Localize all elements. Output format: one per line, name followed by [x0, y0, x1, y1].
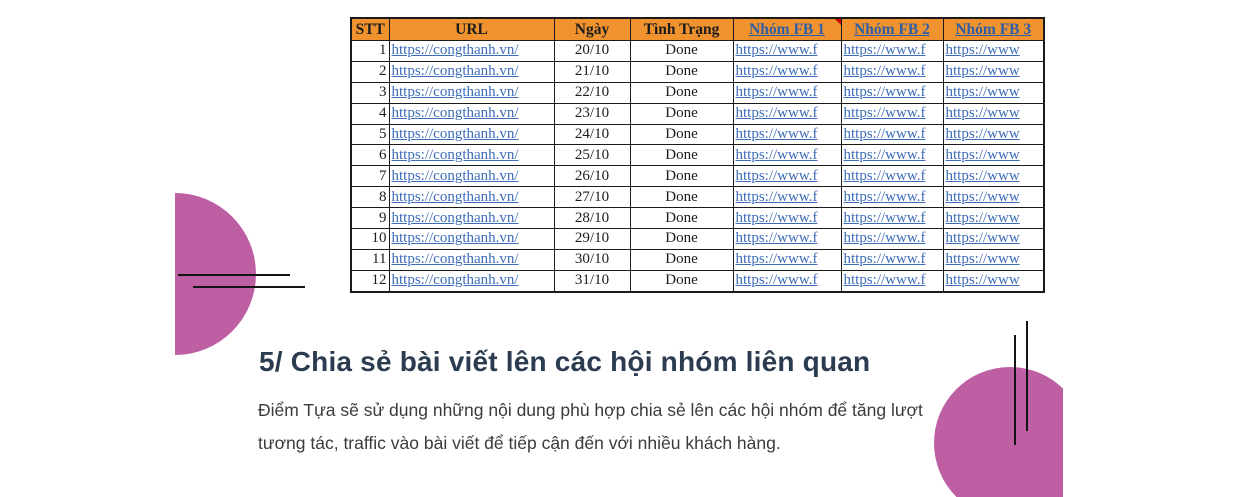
fb3-cell	[943, 187, 1044, 208]
status-cell: Done	[630, 229, 733, 250]
stt-cell: 10	[351, 229, 389, 250]
status-cell: Done	[630, 103, 733, 124]
stt-cell: 5	[351, 124, 389, 145]
fb3-cell	[943, 166, 1044, 187]
post-schedule-table	[350, 17, 1045, 293]
stt-cell: 2	[351, 61, 389, 82]
fb-group-2-link[interactable]: https://www.f	[843, 84, 926, 101]
fb-group-2-link[interactable]: https://www.f	[843, 105, 926, 122]
status-cell: Done	[630, 166, 733, 187]
date-cell: 25/10	[554, 145, 630, 166]
date-cell: 22/10	[554, 82, 630, 103]
fb-group-1-link[interactable]: https://www.f	[735, 63, 818, 80]
fb-group-3-header-link[interactable]: Nhóm FB 3	[955, 20, 1032, 38]
fb-group-2-link[interactable]: https://www.f	[843, 42, 926, 59]
fb3-cell	[943, 145, 1044, 166]
date-cell: 24/10	[554, 124, 630, 145]
date-cell: 21/10	[554, 61, 630, 82]
fb1-cell	[733, 208, 841, 229]
fb1-cell	[733, 270, 841, 291]
fb-group-3-link[interactable]: https://www	[945, 126, 1020, 142]
status-cell: Done	[630, 208, 733, 229]
fb-group-2-link[interactable]: https://www.f	[843, 146, 926, 163]
date-cell: 30/10	[554, 249, 630, 270]
fb-group-1-link[interactable]: https://www.f	[735, 84, 818, 101]
section-body	[258, 394, 923, 460]
horizontal-accent-line-1	[178, 274, 290, 276]
fb-group-1-link[interactable]: https://www.f	[735, 42, 818, 59]
fb3-cell	[943, 124, 1044, 145]
url-cell	[389, 208, 554, 229]
fb3-cell	[943, 208, 1044, 229]
table-row	[351, 270, 1044, 291]
post-url-link[interactable]: https://congthanh.vn/	[391, 188, 519, 205]
fb2-cell	[841, 41, 943, 62]
fb-group-3-link[interactable]: https://www	[945, 209, 1020, 226]
vertical-accent-line-2	[1026, 321, 1028, 431]
fb-group-2-link[interactable]: https://www.f	[843, 272, 926, 289]
stt-cell: 8	[351, 187, 389, 208]
url-cell	[389, 124, 554, 145]
col-header-date: Ngày	[554, 18, 630, 41]
url-cell	[389, 82, 554, 103]
horizontal-accent-line-2	[193, 286, 305, 288]
fb-group-1-link[interactable]: https://www.f	[735, 105, 818, 122]
fb-group-1-link[interactable]: https://www.f	[735, 167, 818, 184]
fb2-cell	[841, 103, 943, 124]
fb-group-3-link[interactable]: https://www	[945, 146, 1020, 163]
url-cell	[389, 103, 554, 124]
post-url-link[interactable]: https://congthanh.vn/	[391, 272, 519, 289]
status-cell: Done	[630, 124, 733, 145]
fb1-cell	[733, 61, 841, 82]
fb1-cell	[733, 124, 841, 145]
col-header-fb3	[943, 18, 1044, 41]
fb2-cell	[841, 208, 943, 229]
fb1-cell	[733, 187, 841, 208]
pink-circle-bottom-right	[934, 367, 1063, 497]
fb-group-2-link[interactable]: https://www.f	[843, 230, 926, 247]
fb3-cell	[943, 41, 1044, 62]
fb-group-3-link[interactable]: https://www	[945, 63, 1020, 80]
status-cell: Done	[630, 82, 733, 103]
date-cell: 23/10	[554, 103, 630, 124]
fb1-cell	[733, 41, 841, 62]
fb2-cell	[841, 166, 943, 187]
fb3-cell	[943, 270, 1044, 291]
url-cell	[389, 270, 554, 291]
date-cell: 26/10	[554, 166, 630, 187]
fb-group-3-link[interactable]: https://www	[945, 230, 1020, 247]
fb1-cell	[733, 166, 841, 187]
fb-group-1-link[interactable]: https://www.f	[735, 272, 818, 289]
post-url-link[interactable]: https://congthanh.vn/	[391, 146, 519, 163]
fb2-cell	[841, 249, 943, 270]
col-header-url: URL	[389, 18, 554, 41]
table-row	[351, 166, 1044, 187]
table-row	[351, 124, 1044, 145]
fb-group-3-link[interactable]: https://www	[945, 272, 1020, 289]
fb1-cell	[733, 249, 841, 270]
post-url-link[interactable]: https://congthanh.vn/	[391, 105, 519, 122]
fb-group-3-link[interactable]: https://www	[945, 188, 1020, 205]
fb-group-1-link[interactable]: https://www.f	[735, 188, 818, 205]
fb2-cell	[841, 187, 943, 208]
fb-group-3-link[interactable]: https://www	[945, 42, 1020, 59]
stt-cell: 9	[351, 208, 389, 229]
stt-cell: 7	[351, 166, 389, 187]
section-body-line-2: tương tác, traffic vào bài viết để tiếp cận đến với nhiều khách hàng.	[258, 433, 781, 453]
col-header-fb1	[733, 18, 841, 41]
date-cell: 27/10	[554, 187, 630, 208]
fb2-cell	[841, 124, 943, 145]
section-heading: 5/ Chia sẻ bài viết lên các hội nhóm liên quan	[259, 346, 871, 377]
table-row	[351, 229, 1044, 250]
stt-cell: 4	[351, 103, 389, 124]
status-cell: Done	[630, 61, 733, 82]
url-cell	[389, 145, 554, 166]
comment-marker-icon	[835, 19, 841, 25]
table-row	[351, 208, 1044, 229]
fb-group-2-link[interactable]: https://www.f	[843, 126, 926, 142]
fb-group-3-link[interactable]: https://www	[945, 167, 1020, 184]
fb-group-2-header-link[interactable]: Nhóm FB 2	[854, 20, 930, 38]
url-cell	[389, 41, 554, 62]
date-cell: 28/10	[554, 208, 630, 229]
col-header-fb2	[841, 18, 943, 41]
fb-group-3-link[interactable]: https://www	[945, 251, 1020, 268]
col-header-status: Tình Trạng	[630, 18, 733, 41]
fb3-cell	[943, 61, 1044, 82]
table-row	[351, 103, 1044, 124]
status-cell: Done	[630, 187, 733, 208]
stt-cell: 3	[351, 82, 389, 103]
fb2-cell	[841, 61, 943, 82]
fb-group-1-link[interactable]: https://www.f	[735, 126, 818, 142]
fb-group-1-link[interactable]: https://www.f	[735, 230, 818, 247]
url-cell	[389, 61, 554, 82]
post-url-link[interactable]: https://congthanh.vn/	[391, 126, 519, 142]
fb-group-1-link[interactable]: https://www.f	[735, 209, 818, 226]
fb3-cell	[943, 249, 1044, 270]
fb3-cell	[943, 103, 1044, 124]
fb1-cell	[733, 229, 841, 250]
date-cell: 20/10	[554, 41, 630, 62]
date-cell: 31/10	[554, 270, 630, 291]
stt-cell: 6	[351, 145, 389, 166]
fb-group-3-link[interactable]: https://www	[945, 84, 1020, 101]
table-header-row	[351, 18, 1044, 41]
fb2-cell	[841, 270, 943, 291]
fb2-cell	[841, 229, 943, 250]
stt-cell: 11	[351, 249, 389, 270]
col-header-stt: STT	[351, 18, 389, 41]
fb-group-2-link[interactable]: https://www.f	[843, 209, 926, 226]
status-cell: Done	[630, 145, 733, 166]
post-url-link[interactable]: https://congthanh.vn/	[391, 209, 519, 226]
url-cell	[389, 229, 554, 250]
url-cell	[389, 187, 554, 208]
fb3-cell	[943, 82, 1044, 103]
table-row	[351, 41, 1044, 62]
vertical-accent-line-1	[1014, 335, 1016, 445]
post-url-link[interactable]: https://congthanh.vn/	[391, 251, 519, 268]
table-row	[351, 145, 1044, 166]
post-url-link[interactable]: https://congthanh.vn/	[391, 42, 519, 59]
status-cell: Done	[630, 270, 733, 291]
stt-cell: 12	[351, 270, 389, 291]
fb1-cell	[733, 103, 841, 124]
fb2-cell	[841, 145, 943, 166]
fb1-cell	[733, 145, 841, 166]
fb-group-1-link[interactable]: https://www.f	[735, 251, 818, 268]
fb2-cell	[841, 82, 943, 103]
table-row	[351, 82, 1044, 103]
fb3-cell	[943, 229, 1044, 250]
table-row	[351, 61, 1044, 82]
post-url-link[interactable]: https://congthanh.vn/	[391, 63, 519, 80]
post-url-link[interactable]: https://congthanh.vn/	[391, 167, 519, 184]
fb-group-1-header-link[interactable]: Nhóm FB 1	[749, 20, 825, 38]
fb-group-2-link[interactable]: https://www.f	[843, 167, 926, 184]
fb1-cell	[733, 82, 841, 103]
table-row	[351, 249, 1044, 270]
post-url-link[interactable]: https://congthanh.vn/	[391, 84, 519, 101]
stt-cell: 1	[351, 41, 389, 62]
fb-group-2-link[interactable]: https://www.f	[843, 188, 926, 205]
fb-group-3-link[interactable]: https://www	[945, 105, 1020, 122]
status-cell: Done	[630, 249, 733, 270]
section-body-line-1: Điểm Tựa sẽ sử dụng những nội dung phù hợp chia sẻ lên các hội nhóm để tăng lượt	[258, 400, 923, 420]
table-row	[351, 187, 1044, 208]
url-cell	[389, 249, 554, 270]
fb-group-2-link[interactable]: https://www.f	[843, 63, 926, 80]
date-cell: 29/10	[554, 229, 630, 250]
slide-canvas	[175, 0, 1063, 497]
post-url-link[interactable]: https://congthanh.vn/	[391, 230, 519, 247]
fb-group-2-link[interactable]: https://www.f	[843, 251, 926, 268]
url-cell	[389, 166, 554, 187]
fb-group-1-link[interactable]: https://www.f	[735, 146, 818, 163]
status-cell: Done	[630, 41, 733, 62]
